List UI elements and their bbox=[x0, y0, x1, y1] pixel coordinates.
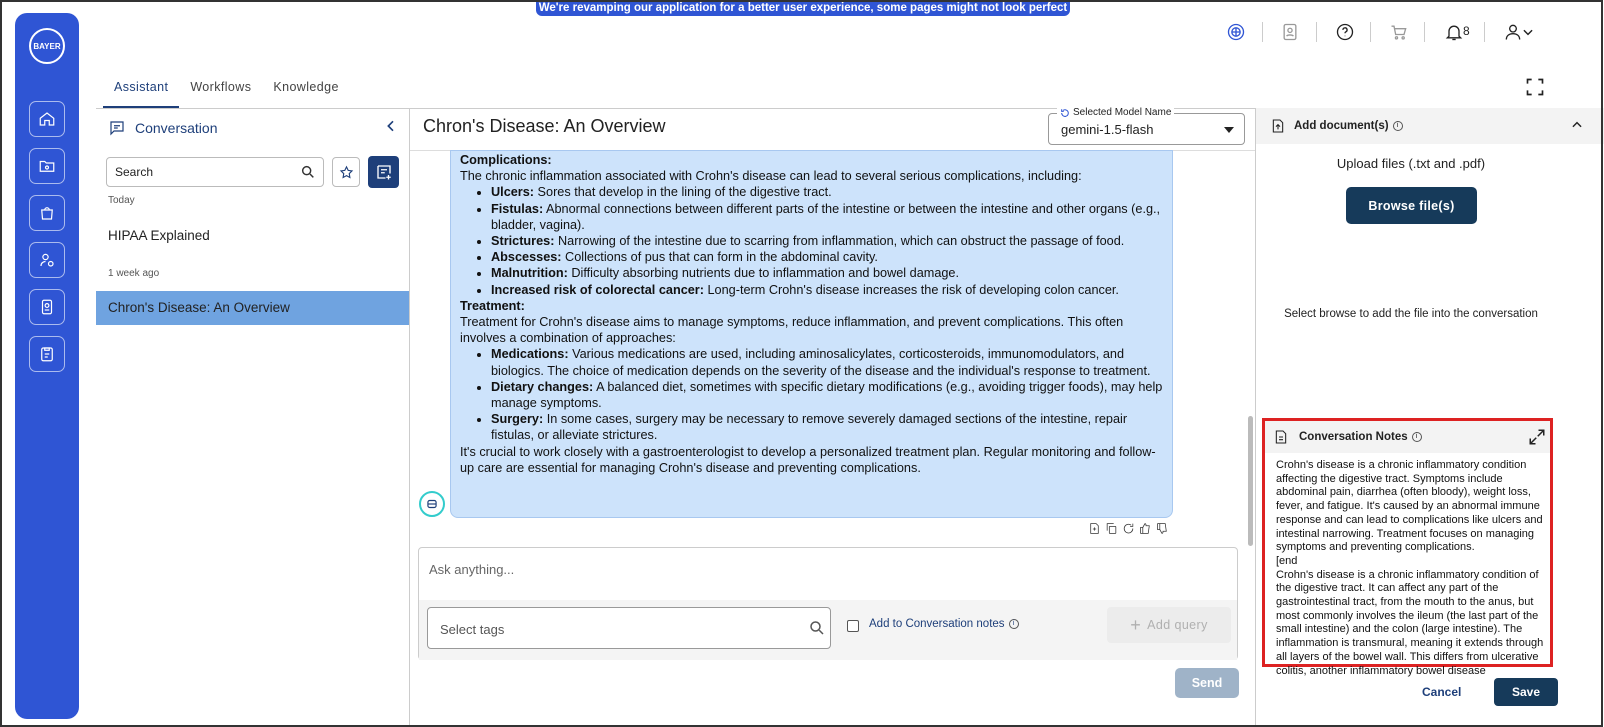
badge-icon bbox=[38, 298, 56, 316]
regenerate-button[interactable] bbox=[1122, 522, 1135, 535]
assistant-avatar bbox=[419, 491, 445, 517]
conversation-header bbox=[108, 118, 218, 138]
chat-scrollbar[interactable] bbox=[1248, 416, 1253, 546]
divider bbox=[1484, 22, 1485, 42]
list-item bbox=[491, 282, 1163, 298]
ask-input[interactable] bbox=[429, 562, 1209, 577]
add-to-notes-label-wrap bbox=[869, 618, 1019, 630]
divider bbox=[1316, 22, 1317, 42]
conversation-search-input[interactable] bbox=[106, 157, 324, 187]
chat-title: Chron's Disease: An Overview bbox=[423, 116, 666, 136]
user-settings-icon bbox=[38, 251, 56, 269]
thumbs-down-button[interactable] bbox=[1156, 522, 1169, 535]
list-text: In some cases, surgery may be necessary to remove severely damaged sections of the intestine, repair fistulas, or alleviate strictures. bbox=[491, 412, 1128, 443]
tab-knowledge[interactable]: Knowledge bbox=[273, 80, 339, 94]
add-documents-title: Add document(s) bbox=[1294, 120, 1389, 132]
treatment-intro: Treatment for Crohn's disease aims to manage symptoms, reduce inflammation, and prevent complications. This often involves a combination of approaches: bbox=[460, 315, 1124, 346]
conversation-title: Conversation bbox=[135, 120, 218, 136]
fullscreen-button[interactable] bbox=[1525, 77, 1545, 97]
cart-icon bbox=[1389, 22, 1409, 42]
list-text: Abnormal connections between different parts of the intestine or between the intestine and other organs (e.g., bladder, vagina). bbox=[491, 201, 1161, 232]
notes-title: Conversation Notes bbox=[1299, 431, 1408, 443]
bell-icon bbox=[1444, 22, 1464, 42]
browse-files-button[interactable]: Browse file(s) bbox=[1346, 187, 1477, 224]
upload-hint: Upload files (.txt and .pdf) bbox=[1336, 156, 1486, 171]
model-value: gemini-1.5-flash bbox=[1061, 122, 1154, 137]
favorites-button[interactable] bbox=[332, 157, 360, 187]
conversation-sidebar bbox=[96, 108, 410, 727]
list-text: Difficulty absorbing nutrients due to inflammation and bowel damage. bbox=[567, 266, 960, 281]
complications-intro: The chronic inflammation associated with Crohn's disease can lead to several serious complications, including: bbox=[460, 169, 1082, 184]
profile-dropdown[interactable] bbox=[1521, 20, 1535, 44]
query-options bbox=[419, 600, 1237, 660]
bayer-logo[interactable] bbox=[29, 28, 65, 64]
complications-heading: Complications: bbox=[460, 153, 552, 167]
list-text: Long-term Crohn's disease increases the risk of developing colon cancer. bbox=[703, 282, 1119, 297]
list-term: Medications: bbox=[491, 347, 569, 362]
tags-select[interactable] bbox=[427, 607, 831, 649]
closing-paragraph: It's crucial to work closely with a gastroenterologist to develop a personalized treatment plan. Regular monitoring and follow-up care are essential for managing Crohn's disease and preventing complications. bbox=[460, 444, 1156, 475]
complications-list bbox=[460, 184, 1163, 297]
info-icon: i bbox=[1412, 432, 1422, 442]
list-term: Strictures: bbox=[491, 234, 555, 249]
logo-text-h: BAYER bbox=[33, 41, 61, 51]
conversation-notes bbox=[1262, 418, 1553, 677]
plus-icon: + bbox=[1130, 615, 1142, 635]
globe-button[interactable] bbox=[1224, 20, 1248, 44]
list-item bbox=[491, 249, 1163, 265]
nav-clipboard-button[interactable] bbox=[29, 336, 65, 372]
browse-hint: Select browse to add the file into the conversation bbox=[1284, 308, 1538, 320]
list-term: Abscesses: bbox=[491, 250, 562, 265]
nav-badge-button[interactable] bbox=[29, 289, 65, 325]
expand-notes-button[interactable] bbox=[1528, 428, 1546, 449]
collapse-sidebar-button[interactable] bbox=[383, 118, 399, 136]
list-text: Sores that develop in the lining of the digestive tract. bbox=[534, 185, 832, 200]
model-label: Selected Model Name bbox=[1073, 107, 1172, 118]
add-to-notes-button[interactable] bbox=[1088, 522, 1101, 535]
caret-down-icon bbox=[1224, 127, 1234, 133]
cart-button[interactable] bbox=[1387, 20, 1411, 44]
treatment-heading: Treatment: bbox=[460, 298, 525, 313]
documents-panel bbox=[1255, 108, 1603, 727]
thumbs-up-icon bbox=[1139, 522, 1152, 535]
nav-home-button[interactable] bbox=[29, 101, 65, 137]
group-label-today: Today bbox=[108, 195, 135, 206]
folder-icon bbox=[38, 157, 56, 175]
list-term: Ulcers: bbox=[491, 185, 535, 200]
nav-files-button[interactable] bbox=[29, 148, 65, 184]
collapse-documents-button[interactable] bbox=[1570, 118, 1584, 135]
copy-button[interactable] bbox=[1105, 522, 1118, 535]
add-note-icon bbox=[375, 163, 393, 181]
list-text: A balanced diet, sometimes with specific dietary modifications (e.g., avoiding trigger foods), may help manage symptoms. bbox=[491, 379, 1163, 411]
contact-button[interactable] bbox=[1278, 20, 1302, 44]
tab-workflows[interactable]: Workflows bbox=[190, 80, 252, 94]
chat-icon bbox=[108, 119, 126, 137]
chevron-left-icon bbox=[383, 118, 399, 134]
query-box bbox=[418, 547, 1238, 660]
list-term: Fistulas: bbox=[491, 201, 544, 216]
bag-icon bbox=[38, 204, 56, 222]
conversation-item[interactable]: HIPAA Explained bbox=[108, 228, 210, 243]
response-actions bbox=[1088, 522, 1169, 536]
info-icon: i bbox=[1009, 619, 1019, 629]
list-term: Malnutrition: bbox=[491, 266, 568, 281]
copy-icon bbox=[1105, 522, 1118, 535]
document-icon bbox=[1273, 429, 1289, 445]
clipboard-icon bbox=[38, 345, 56, 363]
list-term: Dietary changes: bbox=[491, 379, 594, 394]
list-item bbox=[491, 265, 1163, 281]
user-icon bbox=[1503, 22, 1523, 42]
new-conversation-button[interactable] bbox=[368, 156, 399, 188]
chevron-up-icon bbox=[1570, 118, 1584, 132]
model-select[interactable] bbox=[1048, 107, 1245, 145]
chevron-down-icon bbox=[1521, 25, 1535, 39]
list-text: Collections of pus that can form in the abdominal cavity. bbox=[561, 250, 878, 265]
help-button[interactable] bbox=[1333, 20, 1357, 44]
list-text: Narrowing of the intestine due to scarring from inflammation, which can obstruct the passage of food. bbox=[554, 234, 1125, 249]
cancel-button[interactable]: Cancel bbox=[1422, 685, 1462, 699]
send-button[interactable]: Send bbox=[1175, 668, 1239, 698]
search-icon[interactable] bbox=[300, 164, 316, 180]
tags-input[interactable] bbox=[440, 622, 780, 637]
revamp-banner: We're revamping our application for a better user experience, some pages might not look perfect yet! bbox=[536, 0, 1070, 16]
divider bbox=[1262, 22, 1263, 42]
thumbs-down-icon bbox=[1156, 522, 1169, 535]
list-term: Surgery: bbox=[491, 412, 544, 427]
list-term: Increased risk of colorectal cancer: bbox=[491, 282, 704, 297]
add-query-label: Add query bbox=[1147, 618, 1208, 632]
save-button[interactable]: Save bbox=[1494, 678, 1558, 706]
add-query-button[interactable] bbox=[1107, 607, 1231, 643]
conversation-item-selected[interactable]: Chron's Disease: An Overview bbox=[96, 291, 409, 325]
add-documents-header bbox=[1256, 108, 1604, 144]
fullscreen-icon bbox=[1525, 77, 1545, 97]
assistant-response bbox=[450, 150, 1173, 518]
group-label-week: 1 week ago bbox=[108, 268, 160, 279]
note-add-icon bbox=[1088, 522, 1101, 535]
globe-icon bbox=[1226, 22, 1246, 42]
expand-icon bbox=[1528, 428, 1546, 446]
notification-count: 8 bbox=[1463, 24, 1470, 38]
divider bbox=[1424, 22, 1425, 42]
list-item bbox=[491, 233, 1163, 249]
treatment-list bbox=[460, 346, 1163, 443]
main-tabs bbox=[103, 76, 350, 108]
list-item bbox=[491, 184, 1163, 200]
refresh-icon bbox=[1122, 522, 1135, 535]
notes-text[interactable]: Crohn's disease is a chronic inflammatory condition affecting the digestive tract. Symptoms include abdominal pain, diarrhea (often bloody), weight loss, fever, and fatigue. It's caused by an abnormal immune response and can lead to complications like ulcers and intestinal narrowing. Treatment focuses on managing symptoms and preventing complications. [end Crohn's disease is a chronic inflammatory condition of the digestive tract. It can affect any part of the gastrointestinal tract, from the mouth to the anus, but most commonly involves the ileum (the last part of the small intestine) and the colon (large intestine). The inflammation is transmural, meaning it extends through all layers of the bowel wall. This differs from ulcerative colitis, another inflammatory bowel disease bbox=[1276, 459, 1544, 677]
list-item bbox=[491, 346, 1163, 378]
thumbs-up-button[interactable] bbox=[1139, 522, 1152, 535]
refresh-icon bbox=[1060, 108, 1070, 118]
home-icon bbox=[38, 110, 56, 128]
info-icon: i bbox=[1393, 121, 1403, 131]
chat-panel bbox=[410, 108, 1255, 727]
notes-header bbox=[1265, 421, 1550, 453]
help-icon bbox=[1335, 22, 1355, 42]
divider bbox=[1370, 22, 1371, 42]
list-item bbox=[491, 201, 1163, 233]
add-to-notes-checkbox[interactable] bbox=[847, 620, 859, 632]
list-item bbox=[491, 379, 1163, 411]
contact-card-icon bbox=[1280, 22, 1300, 42]
bot-icon bbox=[425, 497, 439, 511]
tab-assistant[interactable]: Assistant bbox=[103, 76, 179, 108]
upload-file-icon bbox=[1270, 118, 1286, 134]
list-item bbox=[491, 411, 1163, 443]
model-label-wrap bbox=[1057, 107, 1174, 118]
search-icon bbox=[808, 619, 826, 637]
list-text: Various medications are used, including aminosalicylates, corticosteroids, immunomodulators, and biologics. The choice of medication depends on the severity of the disease and the individual's response to treatment. bbox=[491, 347, 1151, 378]
nav-user-settings-button[interactable] bbox=[29, 242, 65, 278]
add-to-notes-label: Add to Conversation notes bbox=[869, 618, 1005, 630]
nav-store-button[interactable] bbox=[29, 195, 65, 231]
nav-rail bbox=[15, 13, 79, 719]
star-icon bbox=[339, 165, 354, 180]
